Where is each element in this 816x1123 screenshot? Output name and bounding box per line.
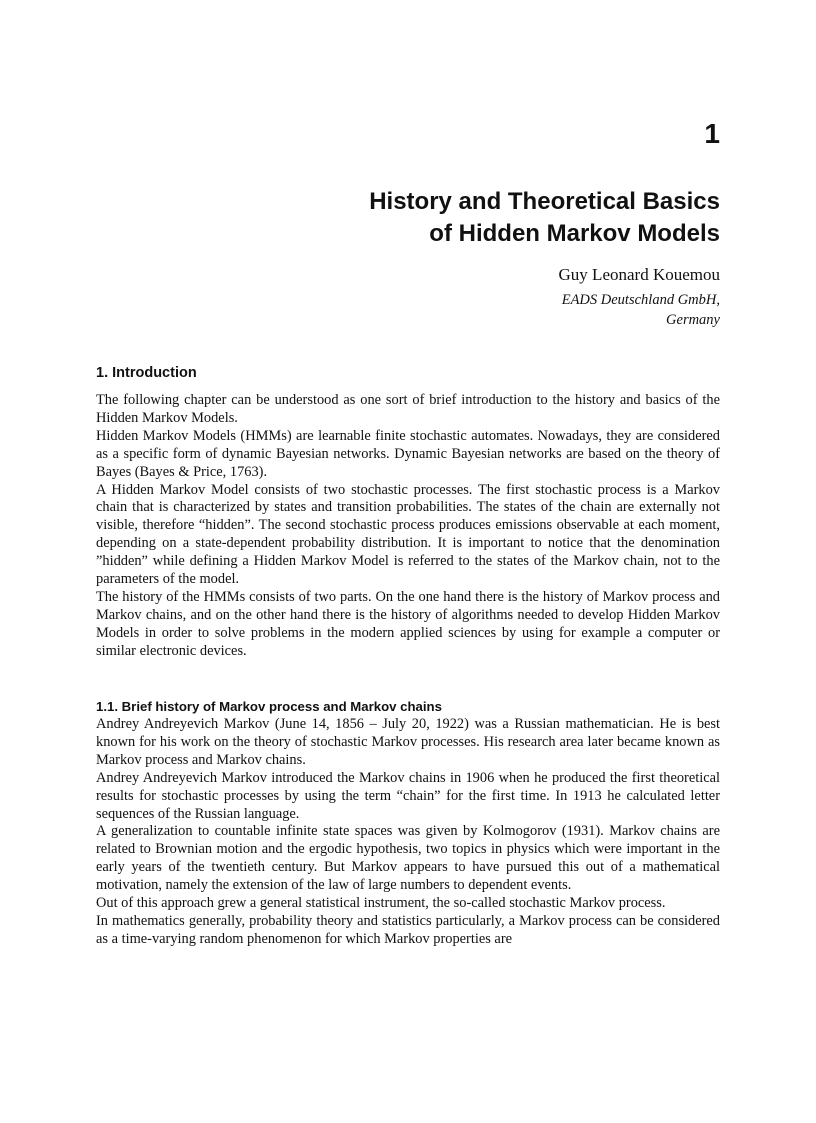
paragraph: Andrey Andreyevich Markov (June 14, 1856 – July 20, 1922) was a Russian mathematician. He is best known for his work on the theory of stochastic Markov processes. His research area later became known as Markov process and Markov chains. [96,716,720,768]
paragraph: The following chapter can be understood as one sort of brief introduction to the history and basics of the Hidden Markov Models. [96,392,720,426]
paragraph: Andrey Andreyevich Markov introduced the Markov chains in 1906 when he produced the first theoretical results for stochastic processes by using the term “chain” for the first time. In 1913 he calculated letter sequences of the Russian language. [96,769,720,822]
paragraph: A Hidden Markov Model consists of two stochastic processes. The first stochastic process is a Markov chain that is characterized by states and transition probabilities. The states of the chain are externally not visible, therefore “hidden”. The second stochastic process produces emissions observable at each moment, depending on a state-dependent probability distribution. It is important to notice that the denomination ”hidden” while defining a Hidden Markov Model is referred to the states of the Markov chain, not to the parameters of the model. [96,481,720,588]
section-heading-introduction: 1. Introduction [96,365,197,381]
affiliation-line-2: Germany [666,312,720,328]
paragraph: The history of the HMMs consists of two parts. On the one hand there is the history of Markov process and Markov chains, and on the other hand there is the history of algorithms needed to develop Hidden Markov Models in order to solve problems in the modern applied sciences by using for example a computer or similar electronic devices. [96,588,720,659]
paragraph: A generalization to countable infinite state spaces was given by Kolmogorov (1931). Markov chains are related to Brownian motion and the ergodic hypothesis, two topics in physics which were important in the early years of the twentieth century. But Markov appears to have pursued this out of a mathematical motivation, namely the extension of the law of large numbers to dependent events. [96,823,720,894]
paragraph: In mathematics generally, probability theory and statistics particularly, a Markov process can be considered as a time-varying random phenomenon for which Markov properties are [96,912,720,947]
author-affiliation [562,290,720,330]
chapter-title-line-2: of Hidden Markov Models [429,220,720,247]
paragraph: Hidden Markov Models (HMMs) are learnable finite stochastic automates. Nowadays, they are considered as a specific form of dynamic Bayesian networks. Dynamic Bayesian networks are based on the theory of Bayes (Bayes & Price, 1763). [96,427,720,480]
subsection-heading-markov-history: 1.1. Brief history of Markov process and Markov chains [96,699,442,714]
paragraph: Out of this approach grew a general statistical instrument, the so-called stochastic Markov process. [96,895,666,912]
markov-history-body [96,716,720,949]
chapter-title-line-1: History and Theoretical Basics [369,188,720,215]
author-name: Guy Leonard Kouemou [558,265,720,284]
chapter-title [369,186,720,250]
introduction-body [96,392,720,661]
chapter-number: 1 [704,118,720,149]
affiliation-line-1: EADS Deutschland GmbH, [561,292,720,308]
